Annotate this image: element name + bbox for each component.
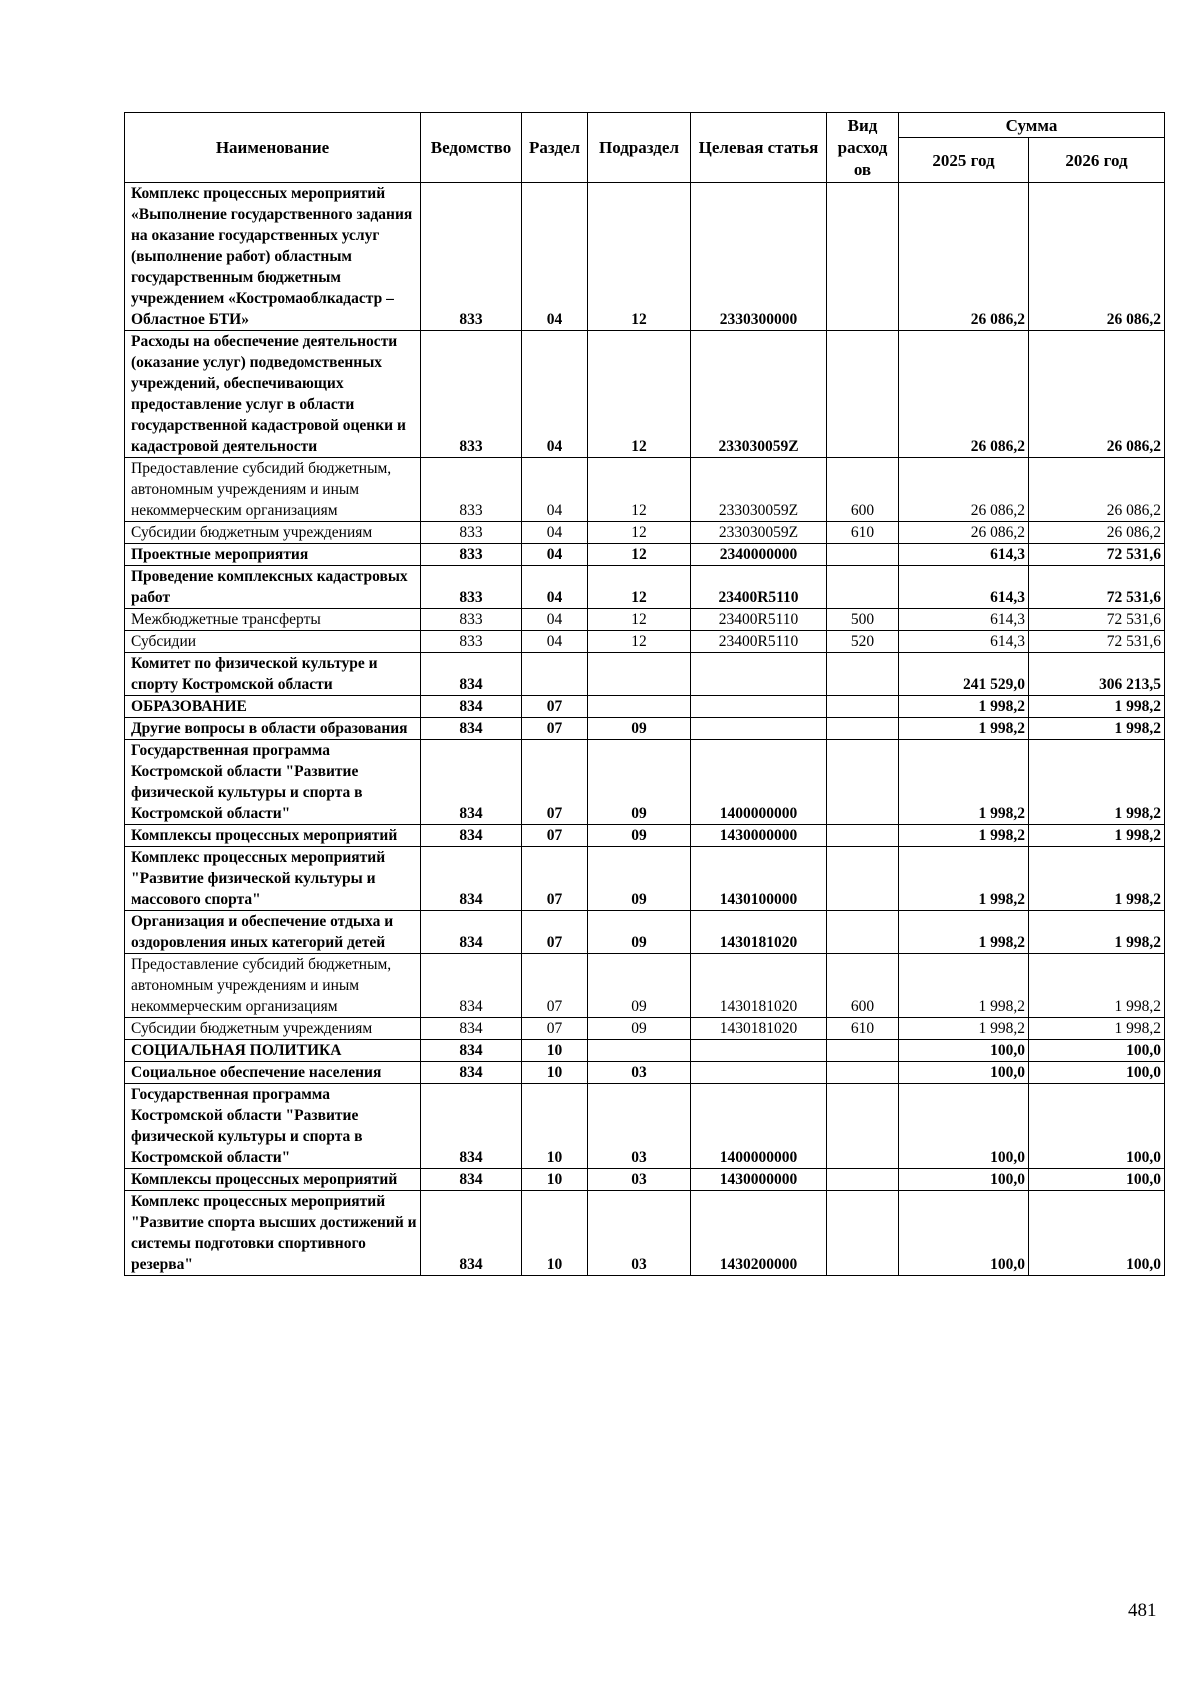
table-row [125,825,1165,847]
cell-subsection [588,1040,691,1062]
cell-dept: 834 [421,1018,522,1040]
cell-vid [827,566,899,609]
cell-name: Субсидии бюджетным учреждениям [125,1018,421,1040]
cell-vid [827,331,899,458]
table-row [125,544,1165,566]
table-row [125,566,1165,609]
cell-subsection: 12 [588,331,691,458]
cell-subsection: 09 [588,954,691,1018]
cell-section: 10 [522,1191,588,1276]
cell-vid [827,1169,899,1191]
cell-name: Комплексы процессных мероприятий [125,825,421,847]
cell-sum-2025: 100,0 [899,1062,1029,1084]
cell-subsection: 12 [588,458,691,522]
cell-vid [827,653,899,696]
cell-dept: 834 [421,847,522,911]
cell-section: 04 [522,331,588,458]
cell-section: 07 [522,825,588,847]
table-row [125,954,1165,1018]
header-vid: Вид расход ов [827,113,899,183]
cell-target: 233030059Z [691,331,827,458]
header-year-2026: 2026 год [1029,138,1165,183]
cell-dept: 834 [421,954,522,1018]
cell-name: Организация и обеспечение отдыха и оздоровления иных категорий детей [125,911,421,954]
cell-sum-2026: 100,0 [1029,1084,1165,1169]
cell-sum-2026: 1 998,2 [1029,718,1165,740]
cell-subsection: 09 [588,847,691,911]
cell-subsection: 12 [588,609,691,631]
table-row [125,740,1165,825]
cell-dept: 833 [421,544,522,566]
cell-subsection: 09 [588,740,691,825]
cell-sum-2026: 1 998,2 [1029,847,1165,911]
cell-sum-2026: 306 213,5 [1029,653,1165,696]
header-target: Целевая статья [691,113,827,183]
cell-section: 07 [522,740,588,825]
cell-name: Комплекс процессных мероприятий «Выполнение государственного задания на оказание государственных услуг (выполнение работ) областным государственным бюджетным учреждением «Костромаоблкадастр – Областное БТИ» [125,183,421,331]
cell-vid [827,1084,899,1169]
cell-target: 1430000000 [691,825,827,847]
cell-sum-2025: 614,3 [899,631,1029,653]
cell-section: 04 [522,522,588,544]
cell-sum-2026: 1 998,2 [1029,911,1165,954]
cell-section: 04 [522,609,588,631]
cell-target: 2330300000 [691,183,827,331]
cell-target: 1400000000 [691,1084,827,1169]
cell-vid [827,183,899,331]
table-row [125,1040,1165,1062]
cell-sum-2025: 1 998,2 [899,740,1029,825]
table-body [125,183,1165,1276]
cell-sum-2026: 26 086,2 [1029,331,1165,458]
cell-section: 07 [522,696,588,718]
cell-name: Комплекс процессных мероприятий "Развитие физической культуры и массового спорта" [125,847,421,911]
cell-name: Комплексы процессных мероприятий [125,1169,421,1191]
cell-vid [827,1040,899,1062]
cell-section: 10 [522,1062,588,1084]
cell-target [691,718,827,740]
cell-sum-2025: 100,0 [899,1191,1029,1276]
cell-sum-2025: 1 998,2 [899,696,1029,718]
cell-target: 23400R5110 [691,609,827,631]
table-row [125,1018,1165,1040]
table-row [125,331,1165,458]
cell-target: 233030059Z [691,458,827,522]
table-row [125,1169,1165,1191]
cell-sum-2025: 100,0 [899,1169,1029,1191]
cell-target [691,696,827,718]
cell-sum-2025: 1 998,2 [899,911,1029,954]
cell-subsection: 03 [588,1191,691,1276]
cell-sum-2026: 100,0 [1029,1062,1165,1084]
cell-dept: 834 [421,825,522,847]
cell-section: 04 [522,183,588,331]
cell-name: ОБРАЗОВАНИЕ [125,696,421,718]
cell-name: Предоставление субсидий бюджетным, автономным учреждениям и иным некоммерческим организациям [125,458,421,522]
cell-sum-2026: 72 531,6 [1029,544,1165,566]
table-header [125,113,1165,183]
cell-vid: 610 [827,522,899,544]
cell-dept: 834 [421,1062,522,1084]
cell-name: Государственная программа Костромской области "Развитие физической культуры и спорта в Костромской области" [125,740,421,825]
cell-section: 04 [522,566,588,609]
cell-vid [827,911,899,954]
cell-target: 23400R5110 [691,631,827,653]
cell-dept: 834 [421,653,522,696]
cell-sum-2025: 1 998,2 [899,1018,1029,1040]
table-row [125,458,1165,522]
cell-subsection: 12 [588,183,691,331]
budget-table [124,112,1165,1276]
cell-dept: 833 [421,566,522,609]
cell-sum-2025: 26 086,2 [899,458,1029,522]
cell-dept: 834 [421,696,522,718]
cell-target: 1430181020 [691,1018,827,1040]
cell-subsection: 09 [588,825,691,847]
table-row [125,847,1165,911]
header-sum: Сумма [899,113,1165,138]
cell-target [691,653,827,696]
cell-name: СОЦИАЛЬНАЯ ПОЛИТИКА [125,1040,421,1062]
table-row [125,1084,1165,1169]
cell-section: 10 [522,1084,588,1169]
cell-target: 23400R5110 [691,566,827,609]
cell-section: 07 [522,911,588,954]
cell-section: 07 [522,1018,588,1040]
cell-vid [827,825,899,847]
table-row [125,609,1165,631]
cell-target: 1400000000 [691,740,827,825]
cell-sum-2025: 100,0 [899,1040,1029,1062]
cell-target [691,1062,827,1084]
header-subsection: Подраздел [588,113,691,183]
cell-sum-2025: 26 086,2 [899,183,1029,331]
cell-vid: 610 [827,1018,899,1040]
cell-vid: 600 [827,458,899,522]
cell-name: Субсидии [125,631,421,653]
cell-target: 1430200000 [691,1191,827,1276]
cell-subsection: 12 [588,544,691,566]
cell-vid [827,696,899,718]
cell-sum-2025: 100,0 [899,1084,1029,1169]
cell-name: Другие вопросы в области образования [125,718,421,740]
cell-sum-2026: 1 998,2 [1029,1018,1165,1040]
cell-target [691,1040,827,1062]
cell-dept: 834 [421,1040,522,1062]
cell-vid [827,718,899,740]
cell-subsection: 03 [588,1084,691,1169]
cell-name: Субсидии бюджетным учреждениям [125,522,421,544]
cell-sum-2025: 1 998,2 [899,847,1029,911]
cell-subsection: 09 [588,718,691,740]
cell-section: 04 [522,631,588,653]
table-row [125,1191,1165,1276]
cell-sum-2025: 1 998,2 [899,954,1029,1018]
cell-section: 04 [522,458,588,522]
cell-sum-2026: 72 531,6 [1029,566,1165,609]
cell-vid [827,740,899,825]
cell-vid: 500 [827,609,899,631]
table-row [125,183,1165,331]
cell-dept: 834 [421,740,522,825]
cell-subsection: 09 [588,911,691,954]
cell-name: Комитет по физической культуре и спорту Костромской области [125,653,421,696]
cell-target: 1430181020 [691,911,827,954]
cell-dept: 833 [421,631,522,653]
table-row [125,696,1165,718]
page-number: 481 [1128,1600,1157,1621]
cell-dept: 834 [421,718,522,740]
cell-sum-2026: 26 086,2 [1029,458,1165,522]
cell-sum-2025: 614,3 [899,566,1029,609]
cell-dept: 833 [421,183,522,331]
cell-vid [827,544,899,566]
cell-sum-2025: 26 086,2 [899,331,1029,458]
cell-sum-2026: 100,0 [1029,1169,1165,1191]
cell-sum-2026: 26 086,2 [1029,183,1165,331]
cell-sum-2026: 1 998,2 [1029,696,1165,718]
cell-vid: 520 [827,631,899,653]
cell-dept: 833 [421,522,522,544]
cell-subsection: 09 [588,1018,691,1040]
table-row [125,522,1165,544]
cell-name: Проектные мероприятия [125,544,421,566]
table-row [125,911,1165,954]
cell-sum-2025: 1 998,2 [899,825,1029,847]
cell-vid [827,847,899,911]
cell-sum-2025: 26 086,2 [899,522,1029,544]
cell-sum-2026: 1 998,2 [1029,740,1165,825]
cell-target: 1430100000 [691,847,827,911]
cell-section [522,653,588,696]
cell-name: Проведение комплексных кадастровых работ [125,566,421,609]
table-row [125,718,1165,740]
cell-vid [827,1191,899,1276]
cell-target: 1430000000 [691,1169,827,1191]
header-section: Раздел [522,113,588,183]
cell-sum-2026: 72 531,6 [1029,631,1165,653]
cell-name: Расходы на обеспечение деятельности (оказание услуг) подведомственных учреждений, обеспечивающих предоставление услуг в области государственной кадастровой оценки и кадастровой деятельности [125,331,421,458]
cell-subsection: 12 [588,631,691,653]
cell-subsection: 03 [588,1062,691,1084]
cell-sum-2026: 72 531,6 [1029,609,1165,631]
cell-vid: 600 [827,954,899,1018]
cell-name: Предоставление субсидий бюджетным, автономным учреждениям и иным некоммерческим организациям [125,954,421,1018]
cell-sum-2026: 100,0 [1029,1191,1165,1276]
cell-name: Социальное обеспечение населения [125,1062,421,1084]
header-dept: Ведомство [421,113,522,183]
header-year-2025: 2025 год [899,138,1029,183]
cell-sum-2025: 614,3 [899,544,1029,566]
cell-target: 233030059Z [691,522,827,544]
cell-sum-2025: 241 529,0 [899,653,1029,696]
cell-section: 10 [522,1169,588,1191]
table-row [125,1062,1165,1084]
cell-sum-2026: 100,0 [1029,1040,1165,1062]
cell-dept: 833 [421,458,522,522]
cell-name: Межбюджетные трансферты [125,609,421,631]
table-row [125,653,1165,696]
header-name: Наименование [125,113,421,183]
cell-section: 04 [522,544,588,566]
cell-section: 10 [522,1040,588,1062]
cell-dept: 833 [421,609,522,631]
cell-dept: 834 [421,1169,522,1191]
cell-sum-2025: 614,3 [899,609,1029,631]
cell-sum-2025: 1 998,2 [899,718,1029,740]
cell-dept: 834 [421,911,522,954]
cell-sum-2026: 1 998,2 [1029,825,1165,847]
cell-target: 1430181020 [691,954,827,1018]
cell-dept: 833 [421,331,522,458]
cell-section: 07 [522,847,588,911]
cell-subsection: 12 [588,522,691,544]
cell-subsection: 03 [588,1169,691,1191]
cell-sum-2026: 1 998,2 [1029,954,1165,1018]
cell-vid [827,1062,899,1084]
cell-target: 2340000000 [691,544,827,566]
cell-dept: 834 [421,1191,522,1276]
cell-name: Комплекс процессных мероприятий "Развитие спорта высших достижений и системы подготовки спортивного резерва" [125,1191,421,1276]
cell-subsection [588,653,691,696]
cell-name: Государственная программа Костромской области "Развитие физической культуры и спорта в Костромской области" [125,1084,421,1169]
cell-dept: 834 [421,1084,522,1169]
cell-subsection [588,696,691,718]
cell-subsection: 12 [588,566,691,609]
cell-sum-2026: 26 086,2 [1029,522,1165,544]
cell-section: 07 [522,954,588,1018]
table-row [125,631,1165,653]
cell-section: 07 [522,718,588,740]
